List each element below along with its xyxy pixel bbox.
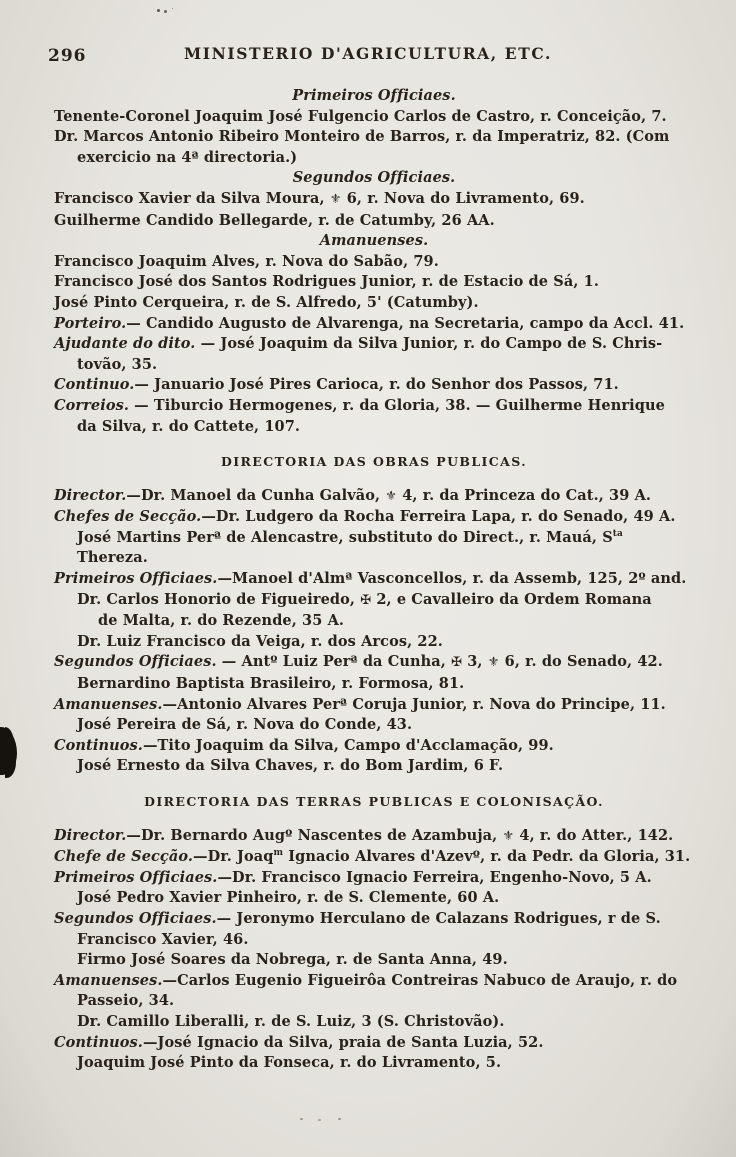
text-run: — José Joaquim da Silva Junior, r. do Campo de S. Chris- [195, 335, 663, 353]
text-run: José Pedro Xavier Pinheiro, r. de S. Clemente, 60 A. [77, 889, 500, 907]
entry-line [54, 107, 694, 128]
text-run: Dr. Carlos Honorio de Figueiredo, [77, 590, 361, 608]
entry-role-label: Chefe de Secção. [54, 848, 194, 866]
entry-line [54, 569, 694, 590]
text-run: — Antº Luiz Perª da Cunha, [216, 653, 452, 671]
entry-line [54, 756, 694, 777]
entry-line [54, 909, 694, 930]
entry-line [54, 252, 694, 273]
text-run: exercicio na 4ª directoria.) [77, 148, 298, 166]
text-run: —Dr. Joaq [193, 848, 274, 866]
text-run: José Pinto Cerqueira, r. de S. Alfredo, 5' (Catumby). [54, 293, 479, 311]
entry-role-label: Director. [54, 826, 127, 844]
entry-line [54, 528, 694, 569]
group-subheading [54, 86, 694, 107]
entry-line [54, 293, 694, 314]
text-run: 6, r. Nova do Livramento, 69. [341, 189, 585, 207]
entry-role-label: Ajudante do dito. [54, 335, 196, 353]
text-run: 4, r. do Atter., 142. [514, 826, 674, 844]
text-run: Tenente-Coronel Joaquim José Fulgencio Carlos de Castro, r. Conceição, 7. [54, 107, 667, 125]
entry-role-label: Correios. [54, 396, 130, 414]
entry-line [54, 632, 694, 653]
entry-line [54, 652, 694, 674]
entry-role-label: Amanuenses. [54, 695, 163, 713]
entry-role-label: Director. [54, 486, 127, 504]
entry-line [54, 396, 694, 417]
page-content [0, 74, 736, 1074]
entry-line [54, 930, 694, 951]
stray-ink-mark-bottom [300, 1118, 303, 1120]
cross-decoration-icon: ✠ [451, 655, 463, 671]
text-run: —Dr. Francisco Ignacio Ferreira, Engenho-Novo, 5 A. [217, 868, 652, 886]
text-run: José Martins Perª de Alencastre, substituto do Direct., r. Mauá, S [77, 528, 613, 546]
section-heading [54, 792, 694, 813]
text-run: Ignacio Alvares d'Azevº, r. da Pedr. da Gloria, 31. [283, 848, 691, 866]
text-run: —Carlos Eugenio Figueirôa Contreiras Nabuco de Araujo, r. do [162, 971, 678, 989]
text-run: — Candido Augusto de Alvarenga, na Secretaria, campo da Accl. 41. [126, 314, 685, 332]
entry-line [54, 127, 694, 148]
group-subheading [54, 231, 694, 252]
text-run: — Tiburcio Hermogenes, r. da Gloria, 38. — Guilherme Henrique [129, 396, 665, 414]
entry-line [54, 847, 694, 868]
entry-line [54, 486, 694, 508]
text-run: ta [612, 529, 623, 540]
text-run: Francisco José dos Santos Rodrigues Junior, r. de Estacio de Sá, 1. [54, 273, 599, 291]
text-run: DIRECTORIA DAS TERRAS PUBLICAS E COLONISAÇÃO. [144, 794, 604, 809]
text-run: Thereza. [77, 549, 148, 567]
text-run: —Dr. Manoel da Cunha Galvão, [126, 486, 386, 504]
rosette-decoration-icon: ⚜ [502, 828, 515, 844]
page-header [0, 0, 736, 74]
text-run: tovão, 35. [77, 355, 158, 373]
entry-line [54, 417, 694, 438]
entry-line [54, 272, 694, 293]
entry-line [54, 674, 694, 695]
text-run: Passeio, 34. [77, 992, 175, 1010]
entry-line [54, 334, 694, 355]
text-run: —Antonio Alvares Perª Coruja Junior, r. Nova do Principe, 11. [162, 695, 666, 713]
entry-role-label: Segundos Officiaes. [54, 909, 217, 927]
entry-role-label: Segundos Officiaes. [292, 169, 456, 187]
text-run: 6, r. do Senado, 42. [499, 653, 663, 671]
text-run: 4, r. da Princeza do Cat., 39 A. [397, 486, 652, 504]
entry-line [54, 1053, 694, 1074]
section-heading [54, 452, 694, 473]
text-run: Dr. Luiz Francisco da Veiga, r. dos Arcos, 22. [77, 632, 443, 650]
text-run: Dr. Marcos Antonio Ribeiro Monteiro de Barros, r. da Imperatriz, 82. (Com [54, 128, 670, 146]
entry-role-label: Chefes de Secção. [54, 508, 202, 526]
entry-role-label: Primeiros Officiaes. [54, 570, 218, 588]
entry-line [54, 1012, 694, 1033]
entry-line [54, 314, 694, 335]
entry-role-label: Continuos. [54, 736, 143, 754]
entry-line [54, 189, 694, 211]
text-run: —Dr. Ludgero da Rocha Ferreira Lapa, r. do Senado, 49 A. [201, 508, 676, 526]
entry-role-label: Amanuenses. [54, 971, 163, 989]
rosette-decoration-icon: ⚜ [487, 655, 500, 671]
entry-role-label: Primeiros Officiaes. [54, 868, 218, 886]
text-run: — Januario José Pires Carioca, r. do Senhor dos Passos, 71. [134, 376, 619, 394]
text-run: —Dr. Bernardo Augº Nascentes de Azambuja, [126, 826, 503, 844]
entry-role-label: Porteiro. [54, 314, 127, 332]
entry-line [54, 888, 694, 909]
text-run: —Manoel d'Almª Vasconcellos, r. da Assemb, 125, 2º and. [217, 570, 687, 588]
text-run: Francisco Joaquim Alves, r. Nova do Sabão, 79. [54, 252, 439, 270]
entry-line [54, 736, 694, 757]
text-run: m [273, 848, 284, 859]
group-subheading [54, 168, 694, 189]
entry-line [54, 971, 694, 992]
text-run: Joaquim José Pinto da Fonseca, r. do Livramento, 5. [77, 1054, 502, 1072]
cross-decoration-icon: ✠ [360, 592, 372, 608]
text-run: Guilherme Candido Bellegarde, r. de Catumby, 26 AA. [54, 211, 495, 229]
text-run: José Pereira de Sá, r. Nova do Conde, 43. [77, 716, 413, 734]
text-run: —Tito Joaquim da Silva, Campo d'Acclamação, 99. [142, 736, 554, 754]
text-run: José Ernesto da Silva Chaves, r. do Bom Jardim, 6 F. [77, 757, 504, 775]
entry-role-label: Primeiros Officiaes. [292, 87, 456, 104]
text-run: 3, [462, 653, 488, 671]
entry-role-label: Segundos Officiaes. [54, 653, 217, 671]
entry-role-label: Amanuenses. [319, 232, 429, 250]
text-run: —José Ignacio da Silva, praia de Santa Luzia, 52. [142, 1033, 544, 1051]
entry-line [54, 211, 694, 232]
page-title: MINISTERIO D'AGRICULTURA, ETC. [183, 44, 553, 63]
page-number: 296 [48, 46, 87, 66]
entry-line [54, 355, 694, 376]
entry-line [54, 590, 694, 612]
text-run: Bernardino Baptista Brasileiro, r. Formosa, 81. [77, 675, 465, 693]
text-run: 2, e Cavalleiro da Ordem Romana [371, 590, 652, 608]
text-run: Francisco Xavier da Silva Moura, [54, 189, 330, 207]
entry-line [54, 375, 694, 396]
text-run: Francisco Xavier, 46. [77, 930, 249, 948]
text-run: Dr. Camillo Liberalli, r. de S. Luiz, 3 (S. Christovão). [77, 1012, 505, 1030]
text-run: DIRECTORIA DAS OBRAS PUBLICAS. [221, 454, 527, 470]
entry-role-label: Continuos. [54, 1033, 143, 1051]
entry-line [54, 715, 694, 736]
entry-line [54, 1033, 694, 1054]
entry-line [54, 695, 694, 716]
text-run: da Silva, r. do Cattete, 107. [77, 417, 301, 435]
entry-line [54, 950, 694, 971]
entry-role-label: Continuo. [54, 376, 135, 394]
entry-line [54, 868, 694, 889]
text-run: de Malta, r. do Rezende, 35 A. [98, 612, 345, 630]
rosette-decoration-icon: ⚜ [385, 488, 398, 504]
text-run: — Jeronymo Herculano de Calazans Rodrigues, r de S. [216, 909, 661, 927]
entry-line [54, 826, 694, 848]
entry-line [54, 611, 694, 632]
text-run: Firmo José Soares da Nobrega, r. de Santa Anna, 49. [77, 951, 508, 969]
entry-line [54, 148, 694, 169]
rosette-decoration-icon: ⚜ [329, 191, 342, 207]
entry-line [54, 991, 694, 1012]
entry-line [54, 507, 694, 528]
